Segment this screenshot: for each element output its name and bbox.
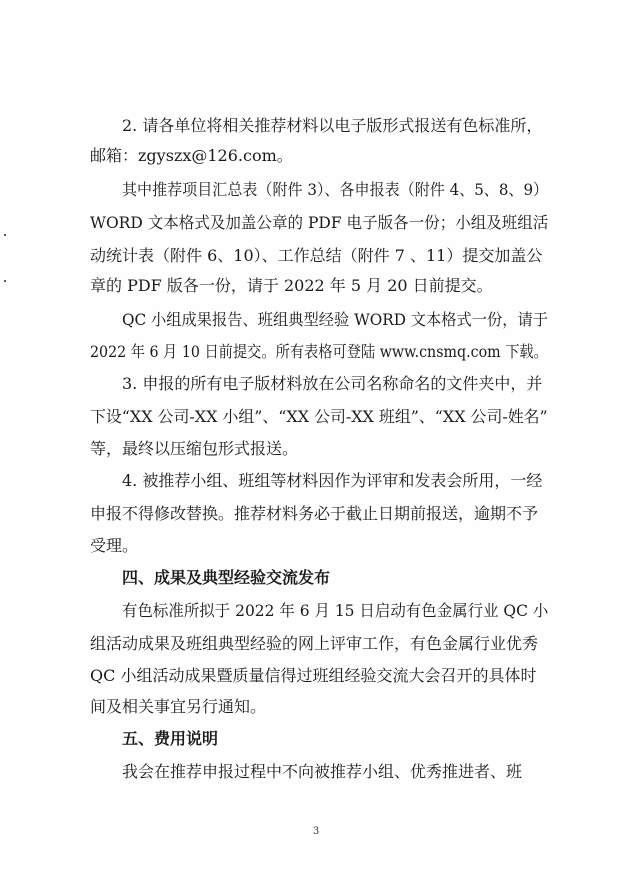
- para-2-line-2: 邮箱：zgyszx@126.com。: [90, 146, 293, 165]
- para-qc-line-2: 2022 年 6 月 10 日前提交。所有表格可登陆 www.cnsmq.com 下载。: [90, 342, 548, 361]
- para-3-line-1: 3. 申报的所有电子版材料放在公司名称命名的文件夹中，并: [122, 374, 543, 393]
- section-5-heading: 五、费用说明: [122, 729, 219, 748]
- para-publish-line-1: 有色标准所拟于 2022 年 6 月 15 日启动有色金属行业 QC 小: [122, 601, 549, 620]
- para-4-line-1: 4. 被推荐小组、班组等材料因作为评审和发表会所用，一经: [122, 471, 543, 490]
- para-fee-line-1: 我会在推荐申报过程中不向被推荐小组、优秀推进者、班: [122, 762, 523, 781]
- para-attach-line-2: WORD 文本格式及加盖公章的 PDF 电子版各一份；小组及班组活: [90, 213, 549, 232]
- para-4-line-2: 申报不得修改替换。推荐材料务必于截止日期前报送，逾期不予: [90, 504, 539, 523]
- para-3-line-3: 等，最终以压缩包形式报送。: [90, 439, 299, 458]
- para-qc-line-1: QC 小组成果报告、班组典型经验 WORD 文本格式一份，请于: [122, 310, 549, 329]
- para-publish-line-4: 间及相关事宜另行通知。: [90, 697, 267, 716]
- scan-edge-mark: [4, 280, 6, 282]
- page-number: 3: [312, 826, 320, 837]
- para-publish-line-2: 组活动成果及班组典型经验的网上评审工作，有色金属行业优秀: [90, 634, 539, 653]
- para-publish-line-3: QC 小组活动成果暨质量信得过班组经验交流大会召开的具体时: [90, 666, 537, 685]
- para-attach-line-1: 其中推荐项目汇总表（附件 3）、各申报表（附件 4、5、8、9）: [122, 180, 549, 199]
- para-2-line-1: 2. 请各单位将相关推荐材料以电子版形式报送有色标准所，: [122, 116, 543, 135]
- section-4-heading: 四、成果及典型经验交流发布: [122, 568, 331, 587]
- para-attach-line-4: 章的 PDF 版各一份，请于 2022 年 5 月 20 日前提交。: [90, 276, 493, 295]
- para-3-line-2: 下设“XX 公司-XX 小组”、“XX 公司-XX 班组”、“XX 公司-姓名”: [90, 407, 548, 426]
- scan-edge-mark: [4, 234, 6, 236]
- para-4-line-3: 受理。: [90, 536, 139, 555]
- para-attach-line-3: 动统计表（附件 6、10）、工作总结（附件 7 、11）提交加盖公: [90, 246, 543, 265]
